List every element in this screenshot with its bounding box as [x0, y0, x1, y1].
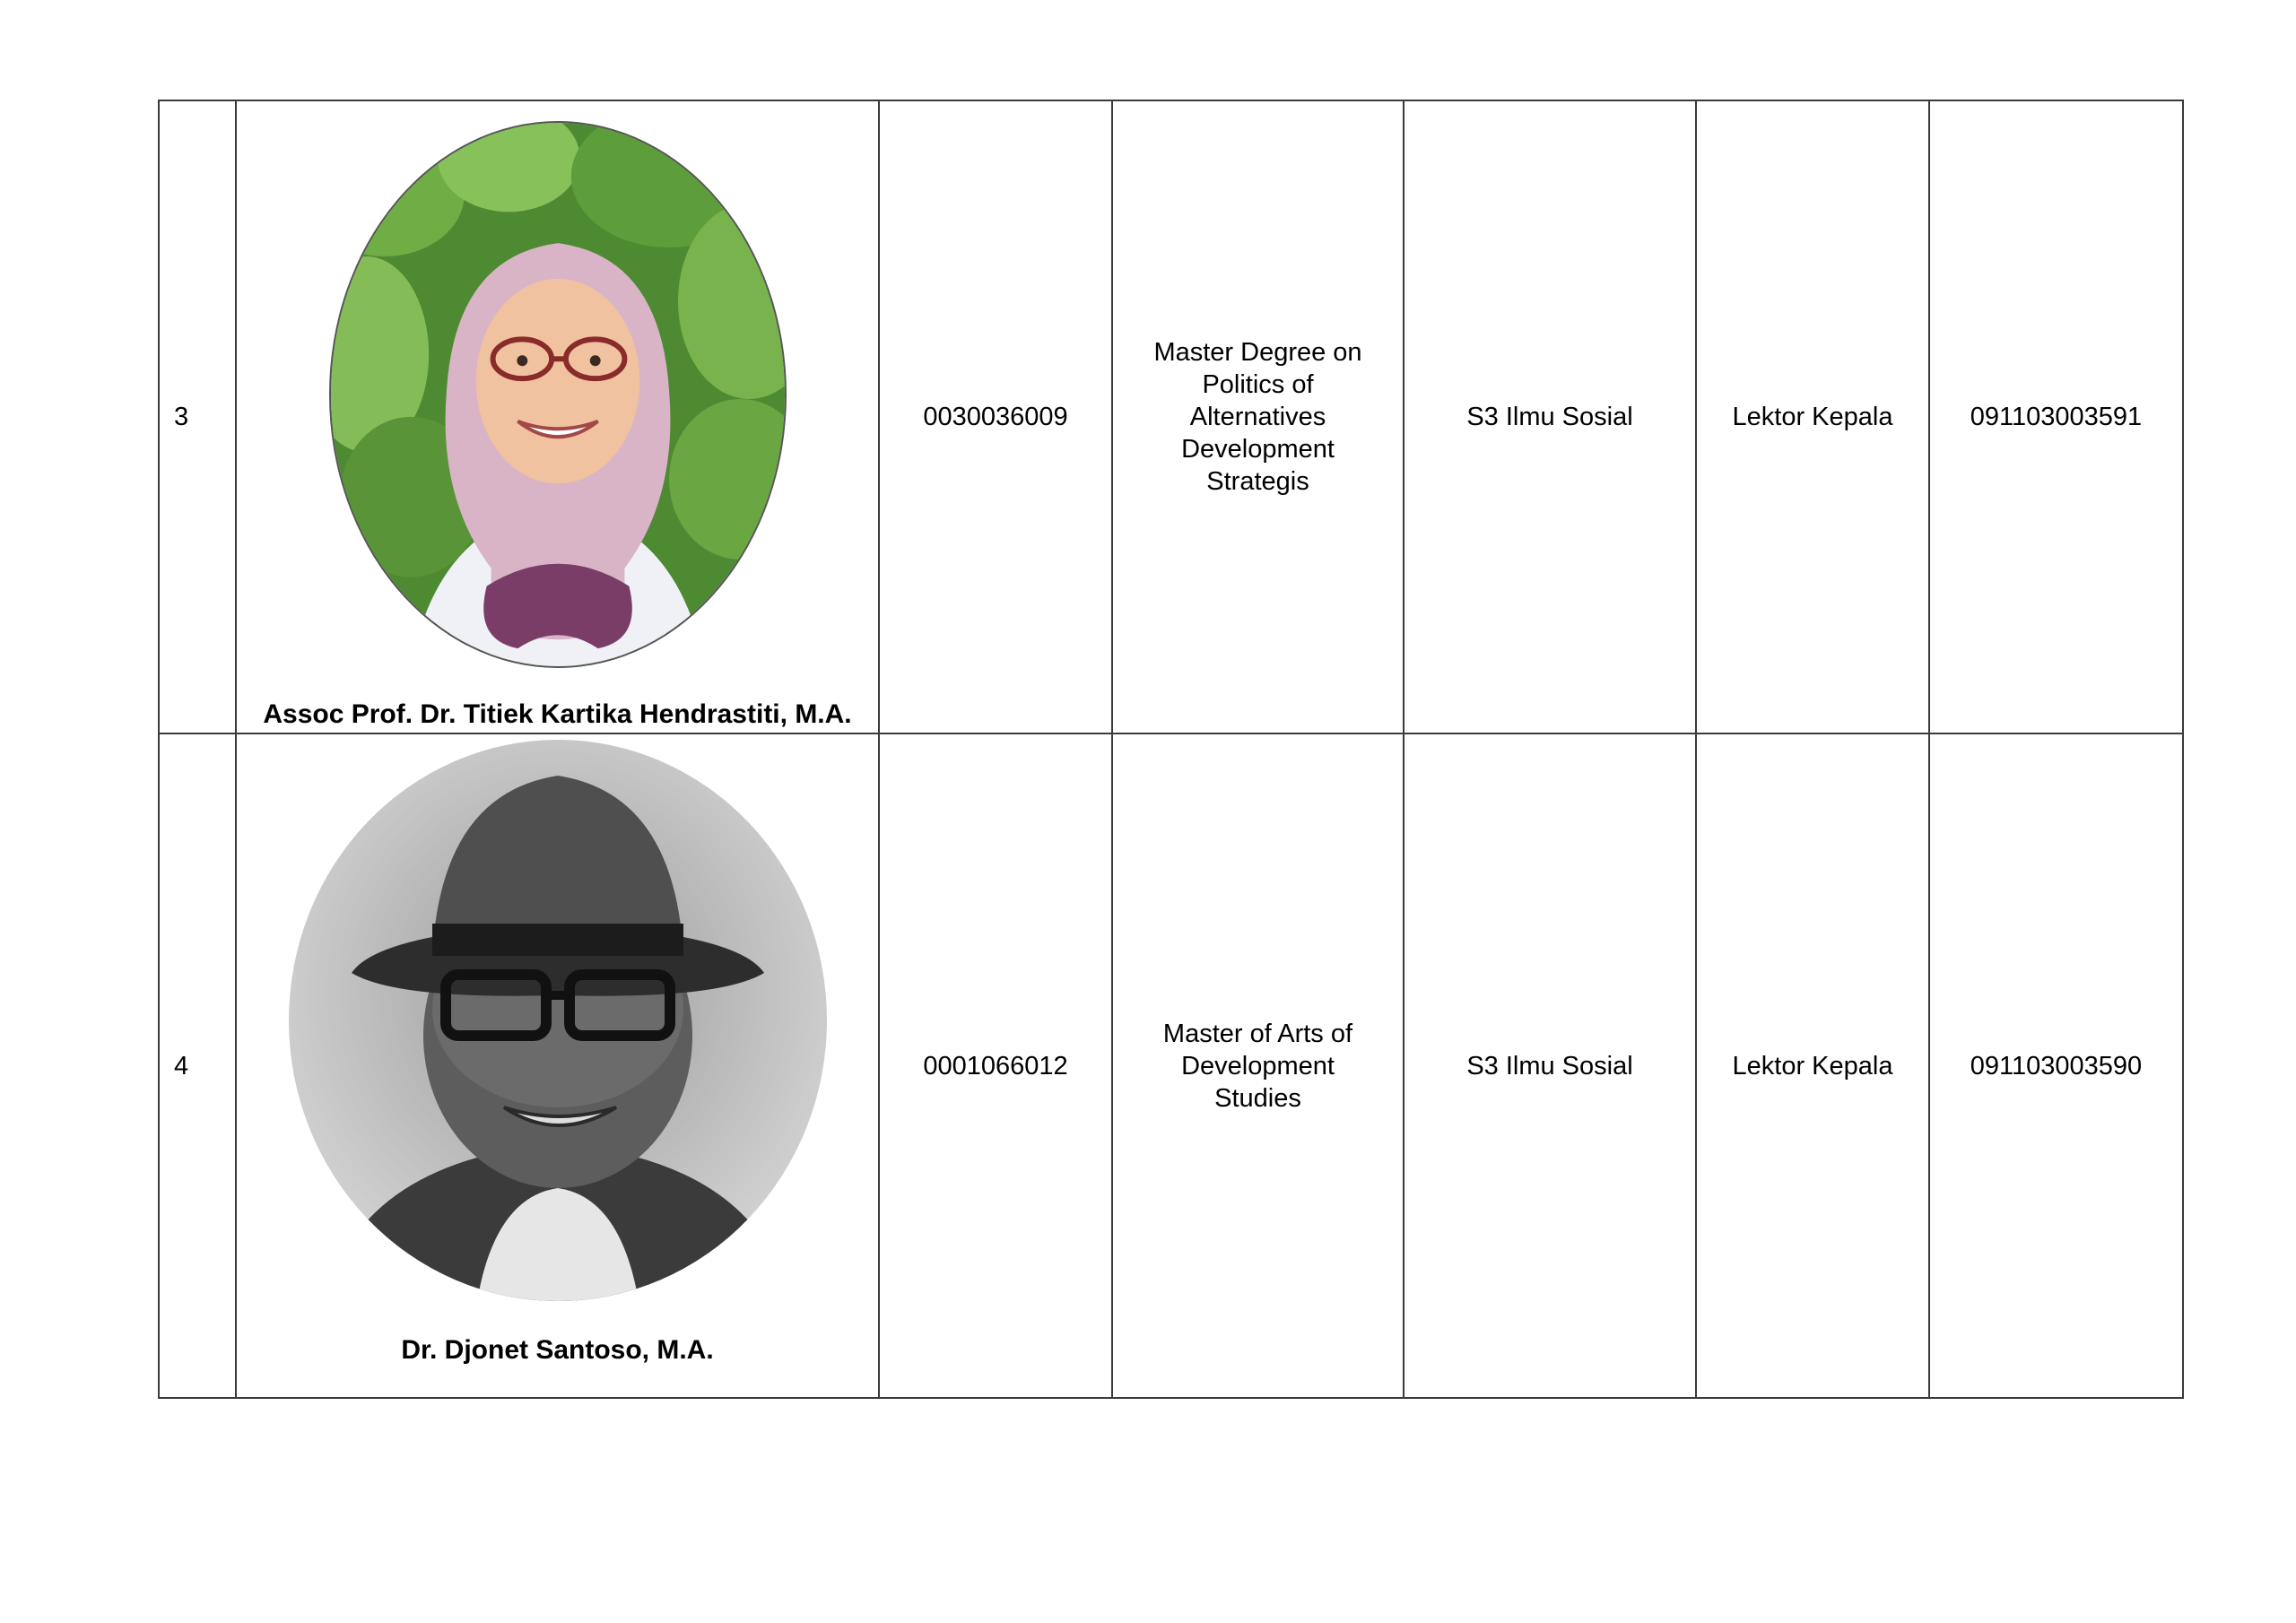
nidn-cell: 0030036009	[879, 100, 1112, 733]
degree-line: Politics of	[1202, 370, 1314, 399]
photo-cell	[236, 100, 879, 733]
degree-line: Development	[1181, 435, 1335, 464]
rank-cell: Lektor Kepala	[1696, 733, 1929, 1398]
table-row	[159, 100, 2183, 733]
education-cell: S3 Ilmu Sosial	[1404, 100, 1696, 733]
degree-line: Alternatives	[1189, 403, 1326, 431]
education-cell: S3 Ilmu Sosial	[1404, 733, 1696, 1398]
degree-line: Studies	[1214, 1083, 1301, 1113]
portrait-woman-hijab-icon	[329, 121, 787, 668]
row-number: 4	[159, 733, 236, 1398]
id-number-cell: 091103003590	[1929, 733, 2183, 1398]
degree-cell	[1112, 733, 1404, 1398]
table-row	[159, 733, 2183, 1398]
degree-line: Master of Arts of	[1162, 1019, 1353, 1048]
rank-cell: Lektor Kepala	[1696, 100, 1929, 733]
person-name: Assoc Prof. Dr. Titiek Kartika Hendrastiti, M.A.	[263, 699, 852, 729]
degree-cell	[1112, 100, 1404, 733]
portrait-man-hat-icon	[289, 740, 827, 1301]
nidn-cell: 0001066012	[879, 733, 1112, 1398]
degree-line: Master Degree on	[1153, 338, 1362, 367]
id-number-cell: 091103003591	[1929, 100, 2183, 733]
degree-line: Development	[1181, 1051, 1335, 1081]
row-number: 3	[159, 100, 236, 733]
degree-line: Strategis	[1206, 467, 1309, 496]
staff-table	[158, 100, 2184, 1399]
photo-cell	[236, 733, 879, 1398]
person-name: Dr. Djonet Santoso, M.A.	[401, 1335, 714, 1365]
